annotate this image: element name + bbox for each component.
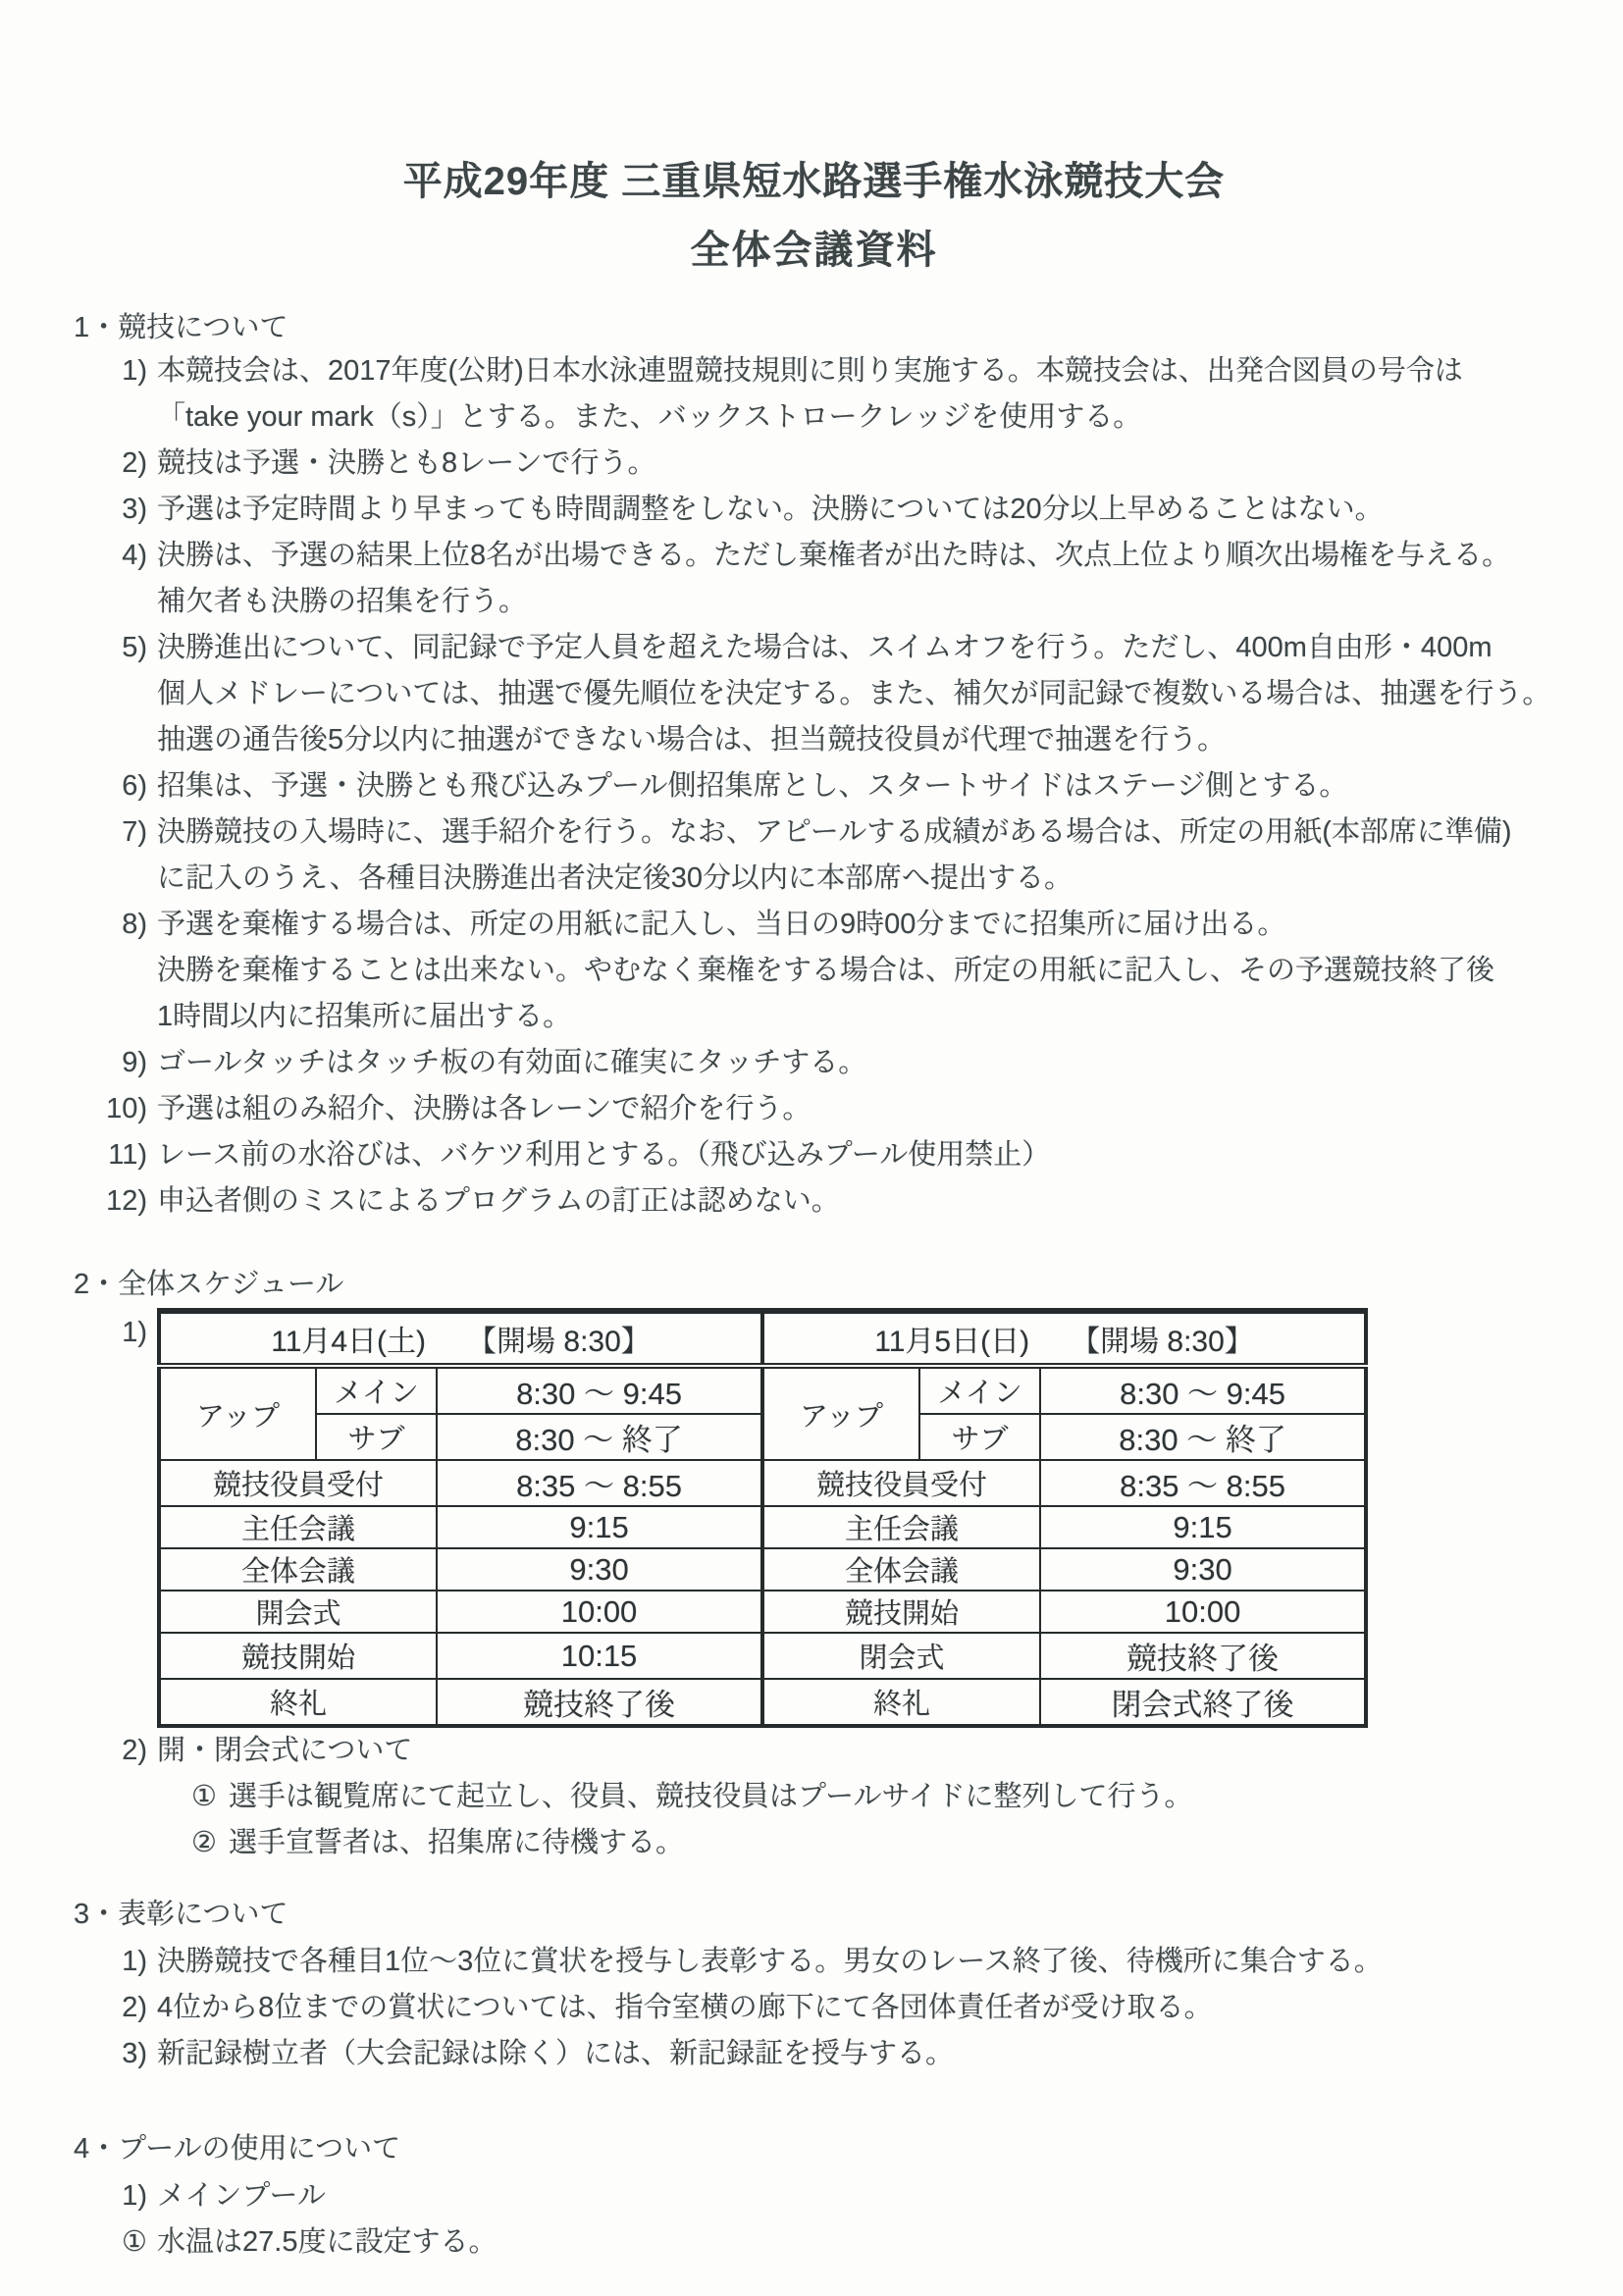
table-row [159, 1591, 1366, 1633]
item-text: 本競技会は、2017年度(公財)日本水泳連盟競技規則に則り実施する。本競技会は、出発合図員の号令は [157, 355, 1463, 387]
section-heading: 4・プールの使用について [74, 2133, 401, 2165]
time-value: 閉会式終了後 [1040, 1679, 1366, 1726]
list-item [74, 2031, 1554, 2077]
warmup-label: アップ [762, 1366, 919, 1460]
table-header-row [159, 1311, 1366, 1366]
circled-item [74, 1820, 1554, 1866]
list-item [74, 625, 1554, 671]
document-body [0, 157, 1623, 2266]
warmup-label: アップ [159, 1366, 316, 1460]
item-text: 新記録樹立者（大会記録は除く）には、新記録証を授与する。 [157, 2038, 955, 2069]
list-item [74, 763, 1554, 809]
list-item [74, 1132, 1554, 1178]
section-heading: 3・表彰について [74, 1899, 288, 1930]
time-value: 10:00 [437, 1591, 762, 1633]
day-open-time: 【開場 8:30】 [467, 1326, 651, 1358]
circled-number: ① [122, 2226, 147, 2258]
event-label: 競技開始 [159, 1633, 437, 1679]
list-item [74, 441, 1554, 487]
item-number: 6) [122, 770, 147, 802]
circled-item [74, 1774, 1554, 1820]
time-value: 競技終了後 [437, 1679, 762, 1726]
section-schedule [74, 1264, 1554, 1866]
time-value: 8:30 ～ 終了 [437, 1414, 762, 1460]
item-number: 5) [122, 632, 147, 663]
item-text: 開・閉会式について [157, 1735, 413, 1766]
item-number: 1) [122, 1317, 147, 1348]
item-number: 2) [122, 447, 147, 479]
time-value: 8:30 ～ 9:45 [1040, 1366, 1366, 1414]
list-item-continuation [74, 394, 1554, 441]
item-text: 補欠者も決勝の招集を行う。 [157, 586, 528, 617]
time-value: 10:00 [1040, 1591, 1366, 1633]
item-number: 2) [122, 1735, 147, 1766]
item-number: 8) [122, 909, 147, 940]
item-text: 決勝競技の入場時に、選手紹介を行う。なお、アピールする成績がある場合は、所定の用紙(本部席に準備) [157, 816, 1512, 848]
list-item [74, 487, 1554, 533]
section-competition [74, 307, 1554, 1225]
list-item [74, 1086, 1554, 1132]
item-text: 個人メドレーについては、抽選で優先順位を決定する。また、補欠が同記録で複数いる場合は、抽選を行う。 [157, 678, 1551, 709]
day-header-saturday [159, 1311, 762, 1366]
item-text: 予選は予定時間より早まっても時間調整をしない。決勝については20分以上早めることはない。 [157, 494, 1384, 525]
list-item-continuation [74, 579, 1554, 625]
table-row [159, 1366, 1366, 1414]
item-text: 予選を棄権する場合は、所定の用紙に記入し、当日の9時00分までに招集所に届け出る。 [157, 909, 1286, 940]
day-header-sunday [762, 1311, 1366, 1366]
list-item [74, 902, 1554, 948]
document-title: 平成29年度 三重県短水路選手権水泳競技大会 [402, 160, 1226, 203]
time-value: 8:30 ～ 9:45 [437, 1366, 762, 1414]
item-number: 10) [106, 1093, 147, 1124]
list-item-continuation [74, 948, 1554, 994]
event-label: 終礼 [159, 1679, 437, 1726]
list-item-continuation [74, 994, 1554, 1040]
item-text: 選手は観覧席にて起立し、役員、競技役員はプールサイドに整列して行う。 [229, 1781, 1193, 1812]
pool-label: メイン [919, 1366, 1040, 1414]
list-item [74, 809, 1554, 856]
list-item [74, 1040, 1554, 1086]
event-label: 終礼 [762, 1679, 1040, 1726]
time-value: 9:30 [1040, 1548, 1366, 1591]
item-number: 1) [122, 355, 147, 387]
time-value: 8:35 ～ 8:55 [437, 1460, 762, 1506]
table-row [159, 1506, 1366, 1548]
document-subtitle: 全体会議資料 [690, 229, 938, 272]
item-text: 「take your mark（s）」とする。また、バックストロークレッジを使用する。 [157, 401, 1142, 433]
event-label: 主任会議 [762, 1506, 1040, 1548]
item-text: 4位から8位までの賞状については、指令室横の廊下にて各団体責任者が受け取る。 [157, 1992, 1213, 2023]
table-row [159, 1460, 1366, 1506]
day-date: 11月5日(日) [874, 1326, 1030, 1358]
item-number: 4) [122, 540, 147, 571]
list-item [74, 2173, 1554, 2219]
item-text: 予選は組のみ紹介、決勝は各レーンで紹介を行う。 [157, 1093, 812, 1124]
section-awards [74, 1894, 1554, 2077]
list-item [74, 1728, 1554, 1774]
list-item [74, 1985, 1554, 2031]
item-text: 決勝を棄権することは出来ない。やむなく棄権をする場合は、所定の用紙に記入し、その予選競技終了後 [157, 955, 1495, 986]
list-item [74, 348, 1554, 394]
circled-number: ② [191, 1827, 217, 1858]
event-label: 主任会議 [159, 1506, 437, 1548]
item-text: レース前の水浴びは、バケツ利用とする。（飛び込みプール使用禁止） [157, 1139, 1051, 1171]
item-text: 選手宣誓者は、招集席に待機する。 [229, 1827, 685, 1858]
item-number: 3) [122, 2038, 147, 2069]
event-label: 競技開始 [762, 1591, 1040, 1633]
event-label: 閉会式 [762, 1633, 1040, 1679]
event-label: 競技役員受付 [762, 1460, 1040, 1506]
time-value: 9:30 [437, 1548, 762, 1591]
time-value: 8:30 ～ 終了 [1040, 1414, 1366, 1460]
item-text: 決勝は、予選の結果上位8名が出場できる。ただし棄権者が出た時は、次点上位より順次出場権を与える。 [157, 540, 1511, 571]
item-text: 水温は27.5度に設定する。 [157, 2226, 497, 2258]
item-text: メインプール [157, 2180, 326, 2212]
time-value: 9:15 [437, 1506, 762, 1548]
item-text: 決勝進出について、同記録で予定人員を超えた場合は、スイムオフを行う。ただし、400m自由形・400m [157, 632, 1492, 663]
item-number: 12) [106, 1185, 147, 1217]
item-number: 3) [122, 494, 147, 525]
item-text: 1時間以内に招集所に届出する。 [157, 1001, 572, 1032]
list-item [74, 1939, 1554, 1985]
pool-label: メイン [316, 1366, 437, 1414]
table-row [159, 1679, 1366, 1726]
list-item-continuation [74, 717, 1554, 763]
schedule-table [157, 1308, 1368, 1728]
item-text: 競技は予選・決勝とも8レーンで行う。 [157, 447, 656, 479]
item-text: 招集は、予選・決勝とも飛び込みプール側招集席とし、スタートサイドはステージ側とする。 [157, 770, 1348, 802]
circled-item [74, 2219, 1554, 2266]
item-text: 決勝競技で各種目1位～3位に賞状を授与し表彰する。男女のレース終了後、待機所に集合する。 [157, 1946, 1383, 1977]
table-row [159, 1548, 1366, 1591]
day-open-time: 【開場 8:30】 [1071, 1326, 1254, 1358]
time-value: 競技終了後 [1040, 1633, 1366, 1679]
event-label: 開会式 [159, 1591, 437, 1633]
table-row [159, 1633, 1366, 1679]
item-number: 1) [122, 2180, 147, 2212]
item-text: に記入のうえ、各種目決勝進出者決定後30分以内に本部席へ提出する。 [157, 862, 1073, 894]
day-date: 11月4日(土) [271, 1326, 427, 1358]
time-value: 10:15 [437, 1633, 762, 1679]
section-heading: 1・競技について [74, 312, 288, 343]
item-number: 2) [122, 1992, 147, 2023]
item-text: 抽選の通告後5分以内に抽選ができない場合は、担当競技役員が代理で抽選を行う。 [157, 724, 1227, 756]
section-pool-use [74, 2128, 1554, 2266]
item-number: 1) [122, 1946, 147, 1977]
item-text: ゴールタッチはタッチ板の有効面に確実にタッチする。 [157, 1047, 867, 1078]
list-item [74, 533, 1554, 579]
time-value: 8:35 ～ 8:55 [1040, 1460, 1366, 1506]
schedule-table-row [74, 1308, 1554, 1728]
item-number: 7) [122, 816, 147, 848]
pool-label: サブ [919, 1414, 1040, 1460]
pool-label: サブ [316, 1414, 437, 1460]
item-number: 11) [108, 1139, 147, 1171]
list-item-continuation [74, 856, 1554, 902]
section-heading: 2・全体スケジュール [74, 1269, 344, 1300]
circled-number: ① [191, 1781, 217, 1812]
time-value: 9:15 [1040, 1506, 1366, 1548]
event-label: 競技役員受付 [159, 1460, 437, 1506]
event-label: 全体会議 [159, 1548, 437, 1591]
list-item-continuation [74, 671, 1554, 717]
item-text: 申込者側のミスによるプログラムの訂正は認めない。 [157, 1185, 840, 1217]
item-number: 9) [122, 1047, 147, 1078]
event-label: 全体会議 [762, 1548, 1040, 1591]
list-item [74, 1178, 1554, 1225]
